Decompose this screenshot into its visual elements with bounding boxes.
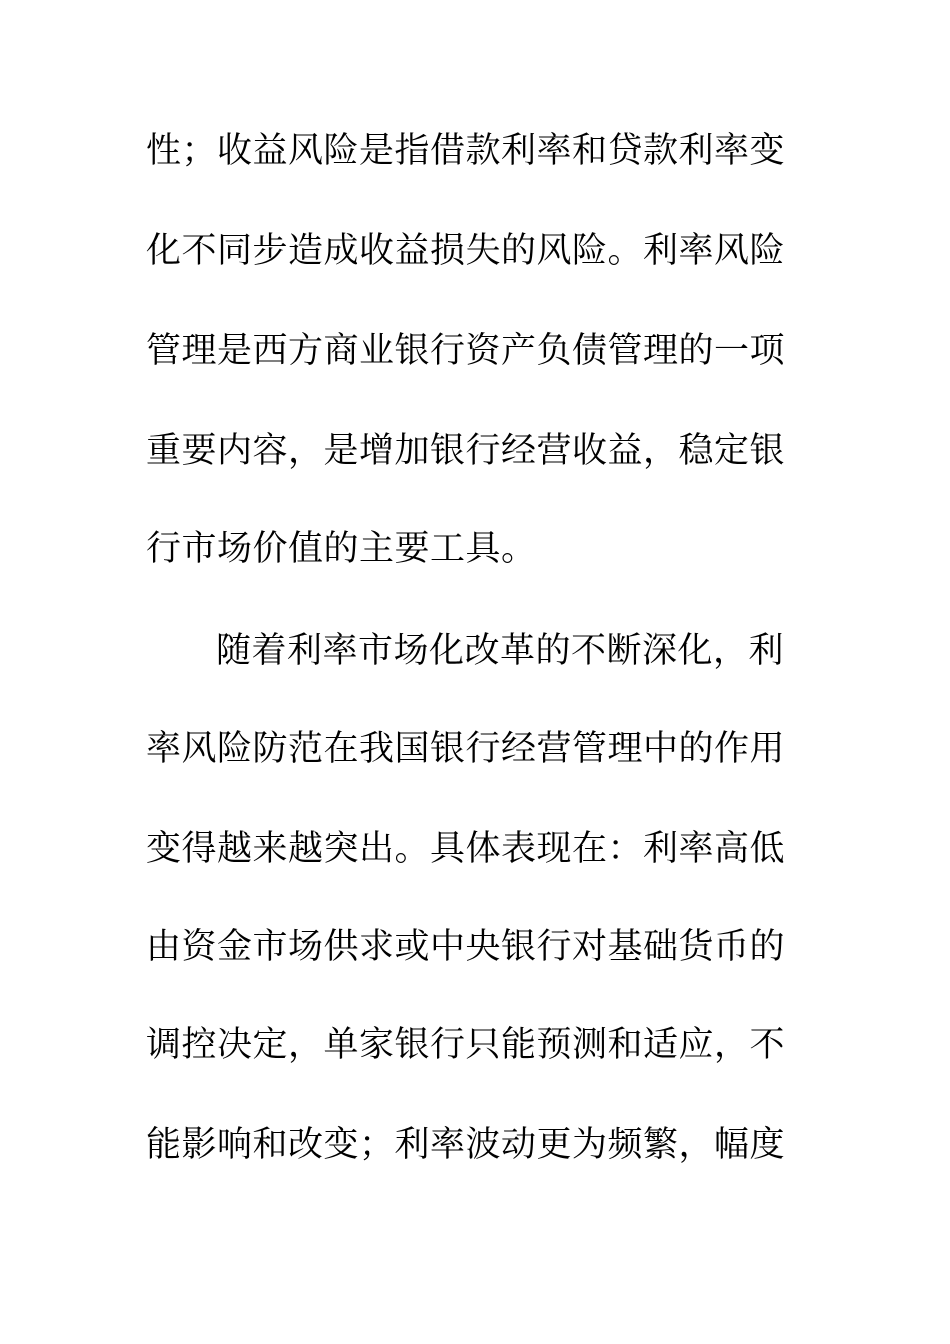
text-line: 调控决定，单家银行只能预测和适应，不 bbox=[146, 1025, 786, 1065]
text-line: 由资金市场供求或中央银行对基础货币的 bbox=[146, 927, 786, 967]
text-line: 管理是西方商业银行资产负债管理的一项 bbox=[146, 331, 786, 371]
text-line: 重要内容，是增加银行经营收益，稳定银 bbox=[146, 431, 786, 471]
text-line: 变得越来越突出。具体表现在：利率高低 bbox=[146, 829, 786, 869]
text-line: 行市场价值的主要工具。 bbox=[146, 529, 537, 569]
text-line: 率风险防范在我国银行经营管理中的作用 bbox=[146, 729, 786, 769]
text-line: 性；收益风险是指借款利率和贷款利率变 bbox=[146, 131, 786, 171]
text-line: 化不同步造成收益损失的风险。利率风险 bbox=[146, 231, 786, 271]
paragraph-first-line: 随着利率市场化改革的不断深化，利 bbox=[216, 631, 785, 671]
text-line: 能影响和改变；利率波动更为频繁，幅度 bbox=[146, 1125, 786, 1165]
